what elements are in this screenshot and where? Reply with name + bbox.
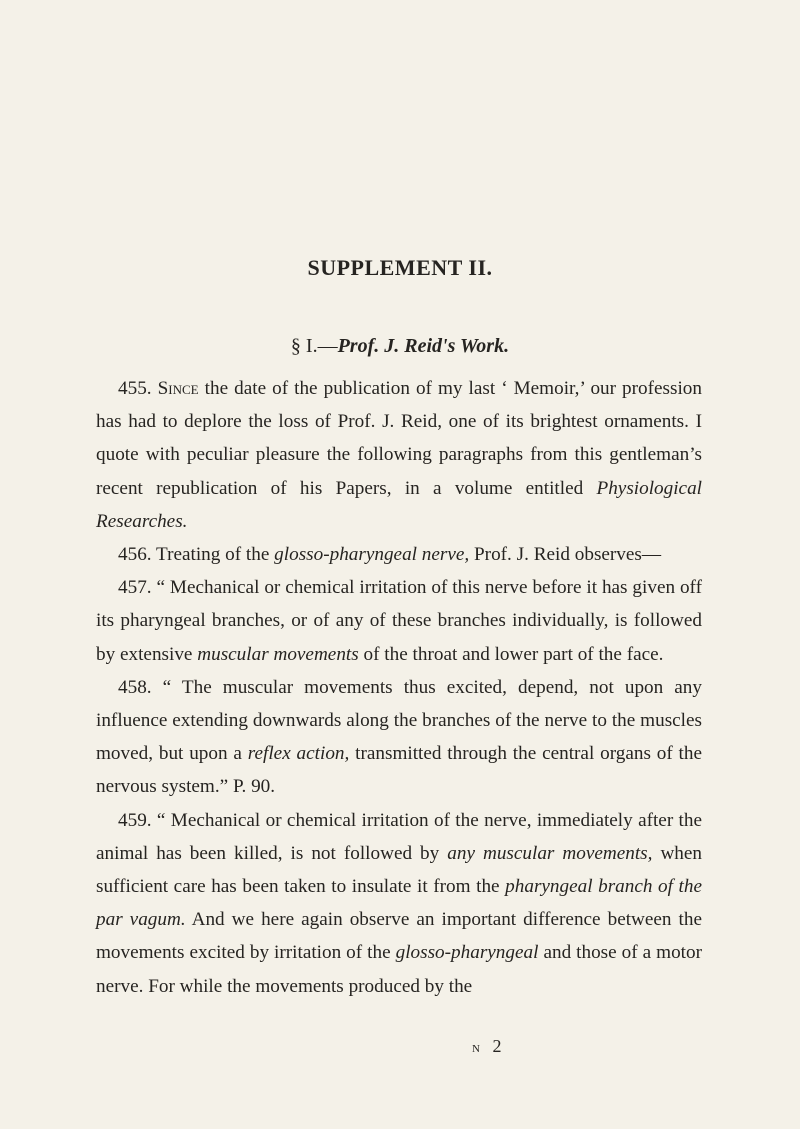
lead-word: Since: [157, 378, 199, 399]
paragraph-455: [96, 372, 702, 538]
paragraph-text: “ Mechanical or chemical irritation of the nerve, immediately after the animal has been killed, is not followed by: [96, 809, 702, 864]
paragraph-458: [96, 671, 702, 804]
paragraph-number: 456.: [118, 544, 152, 566]
signature-number: 2: [492, 1036, 506, 1056]
italic-term: reflex action,: [247, 743, 350, 765]
italic-term: glosso-pharyngeal nerve,: [274, 544, 470, 566]
italic-term: any muscular movements,: [447, 842, 653, 864]
paragraph-number: 459.: [118, 809, 152, 831]
paragraph-text: Prof. J. Reid observes—: [469, 544, 662, 566]
paragraph-text: “ Mechanical or chemical irritation of this nerve before it has given off its pharyngeal branches, or of any of these branches individually, is followed by extensive: [96, 577, 702, 665]
paragraph-text: of the throat and lower part of the face.: [358, 643, 664, 665]
paragraph-457: [96, 571, 702, 671]
section-heading: [0, 335, 800, 358]
paragraph-text: when sufficient care has been taken to insulate it from the: [96, 842, 703, 898]
paragraph-number: 455.: [118, 378, 152, 399]
paragraph-text: “ The muscular movements thus excited, depend, not upon any influence extending downwards along the branches of the nerve to the muscles moved, but upon a: [96, 676, 702, 765]
section-symbol: § I.—: [290, 335, 338, 357]
paragraph-text: transmitted through the central organs of the nervous system.” P. 90.: [96, 743, 702, 798]
paragraph-number: 457.: [118, 577, 152, 599]
paragraph-text: the date of the publication of my last ‘ Memoir,’ our profession has had to deplore the loss of Prof. J. Reid, one of its brightest ornaments. I quote with peculiar pleasure the following paragraphs from this gentleman’s recent republication of his Papers, in a volume entitled: [96, 378, 702, 499]
paragraph-459: [96, 804, 702, 1003]
section-title: Prof. J. Reid's Work.: [337, 335, 510, 357]
paragraph-text: And we here again observe an important difference between the movements excited by irritation of the: [96, 909, 702, 964]
body-text: [96, 372, 702, 1003]
italic-term: glosso-pharyngeal: [395, 942, 539, 964]
italic-term: muscular movements: [197, 643, 359, 665]
page-heading: SUPPLEMENT II.: [307, 255, 493, 280]
signature-mark: [472, 1036, 505, 1057]
paragraph-text: Treating of the: [151, 544, 275, 566]
signature-letter: n: [472, 1040, 484, 1056]
italic-term: pharyngeal branch of the par vagum.: [96, 876, 702, 931]
paragraph-number: 458.: [118, 676, 152, 698]
paragraph-text: and those of a motor nerve. For while the movements produced by the: [96, 942, 702, 997]
book-title: Physiological Researches.: [96, 477, 702, 532]
paragraph-456: [96, 538, 702, 571]
